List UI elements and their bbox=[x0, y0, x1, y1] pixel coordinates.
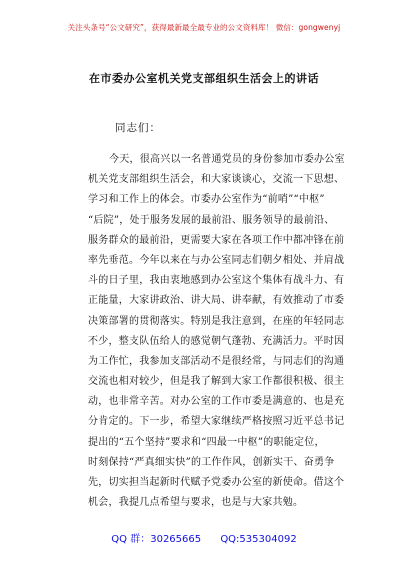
body-line: 交流也相对较少，但是我了解到大家工作都很积极、很主 bbox=[88, 376, 345, 388]
body-line: 机会，我提几点希望与要求，也是与大家共勉。 bbox=[88, 497, 304, 509]
body-line: “后院”，处于服务发展的最前沿、服务领导的最前沿、 bbox=[88, 214, 335, 226]
body-line: 为工作忙，我参加支部活动不是很经常，与同志们的沟通 bbox=[88, 355, 345, 367]
body-line: 动，也非常辛苦。对办公室的工作市委是满意的、也是充 bbox=[88, 396, 345, 408]
body-line: 分肯定的。下一步，希望大家继续严格按照习近平总书记 bbox=[88, 416, 345, 428]
body-line: 斗的日子里，我由衷地感到办公室这个集体有战斗力、有 bbox=[88, 275, 345, 287]
footer-qq: QQ:535304092 bbox=[220, 534, 297, 545]
body-line: 不少，整支队伍给人的感觉朝气蓬勃、充满活力。平时因 bbox=[88, 335, 345, 347]
body-line: 决策部署的贯彻落实。特别是我注意到，在座的年轻同志 bbox=[88, 315, 345, 327]
salutation: 同志们： bbox=[115, 122, 161, 134]
document-title: 在市委办公室机关党支部组织生活会上的讲话 bbox=[89, 72, 319, 85]
footer bbox=[0, 530, 408, 545]
footer-qq-group: QQ 群：30265665 bbox=[111, 534, 202, 545]
body-line: 学习和工作上的体会。市委办公室作为“前哨”“中枢” bbox=[88, 194, 325, 206]
body-line: 正能量，大家讲政治、讲大局、讲奉献，有效推动了市委 bbox=[88, 295, 345, 307]
body-line: 机关党支部组织生活会，和大家谈谈心，交流一下思想、 bbox=[88, 174, 345, 186]
body-line: 提出的“五个坚持”要求和“四最一中枢”的职能定位， bbox=[88, 436, 325, 448]
body-line: 今天，很高兴以一名普通党员的身份参加市委办公室 bbox=[109, 154, 345, 165]
body-text bbox=[88, 150, 345, 513]
body-line: 服务群众的最前沿，更需要大家在各项工作中都冲锋在前 bbox=[88, 234, 345, 246]
body-line: 时刻保持“严真细实快”的工作作风，创新实干、奋勇争 bbox=[88, 456, 335, 468]
body-line: 先，切实担当起新时代赋予党委办公室的新使命。借这个 bbox=[88, 477, 345, 488]
body-line: 率先垂范。今年以来在与办公室同志们朝夕相处、并肩战 bbox=[88, 254, 345, 266]
header-banner: 关注头条号“公文研究”，获得最新最全最专业的公文资料库！ 微信：gongwenyj bbox=[67, 23, 341, 32]
